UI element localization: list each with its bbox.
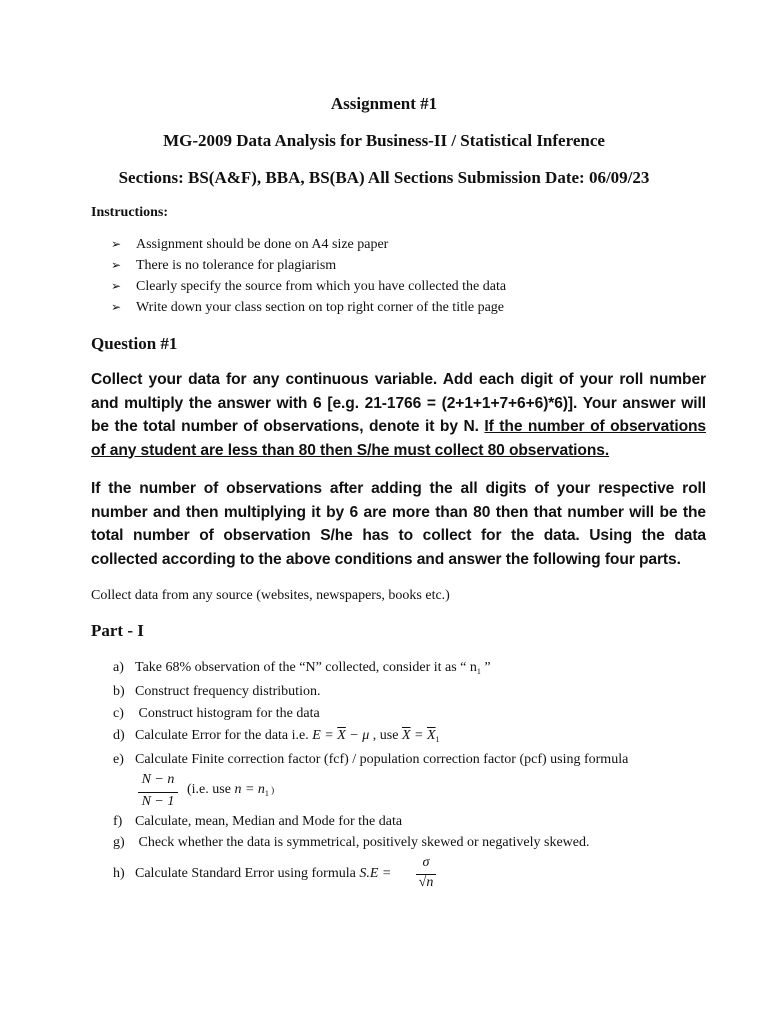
question-paragraph-2: If the number of observations after adding the all digits of your respective roll number and then multiplying it by 6 are more than 80 then that number will be the total number of observation S/he has to collect for the data. Using the data collected according to the above conditions and answer the following four parts. <box>91 480 706 568</box>
sections-line: Sections: BS(A&F), BBA, BS(BA) All Sections Submission Date: 06/09/23 <box>118 168 650 187</box>
sqrt-n-denominator: √n <box>418 875 434 890</box>
question-paragraph-1: Collect your data for any continuous variable. Add each digit of your roll number and multiply the answer with 6 [e.g. 21-1766 = (2+1+1+7+6+6)*6)]. Your answer will be the total number of observations, denote it by N. If the number of observations of any student are less than 80 then S/he must collect 80 observations. <box>91 371 706 459</box>
instruction-item: ➢ There is no tolerance for plagiarism <box>111 258 337 273</box>
part-item-f: f) Calculate, mean, Median and Mode for the data <box>113 814 403 829</box>
instructions-label: Instructions: <box>91 205 169 220</box>
underlined-requirement: If the number of observations of any student are less than 80 then S/he must collect 80 observations. <box>91 418 706 459</box>
part-item-c: c) Construct histogram for the data <box>113 706 320 721</box>
use-formula: $\overline{X} = \overline{X}_1$ <box>401 728 440 744</box>
arrow-bullet-icon: ➢ <box>111 300 122 314</box>
course-title: MG-2009 Data Analysis for Business-II / Statistical Inference <box>163 131 605 150</box>
part-item-a: a) Take 68% observation of the “N” collected, consider it as “ $n_1$ ” <box>113 660 491 676</box>
fcf-note: (i.e. use $n = n_1$ ) <box>187 782 275 798</box>
standard-error-lhs: S.E = <box>359 866 392 881</box>
correction-factor-fraction <box>137 772 179 812</box>
part-item-e: e) Calculate Finite correction factor (fcf) / population correction factor (pcf) using formula <box>113 752 629 767</box>
part-item-h: h) Calculate Standard Error using formula S.E = <box>113 866 392 881</box>
fraction-bar <box>138 792 178 793</box>
part-item-b: b) Construct frequency distribution. <box>113 684 321 699</box>
source-note: Collect data from any source (websites, newspapers, books etc.) <box>91 588 450 603</box>
part-heading: Part - I <box>91 621 144 640</box>
arrow-bullet-icon: ➢ <box>111 279 122 293</box>
arrow-bullet-icon: ➢ <box>111 258 122 272</box>
question-heading: Question #1 <box>91 334 178 353</box>
part-item-d: d) Calculate Error for the data i.e. $E = \overline{X} - \mu$ , use $\overline{X} = \overline{X}_1$ <box>113 728 440 744</box>
fraction-numerator: N − n <box>141 772 175 787</box>
instruction-item: ➢ Clearly specify the source from which you have collected the data <box>111 279 507 294</box>
arrow-bullet-icon: ➢ <box>111 237 122 251</box>
sigma-numerator: σ <box>422 855 430 870</box>
error-formula: $E = \overline{X} - \mu$ <box>312 728 370 743</box>
standard-error-fraction <box>414 855 438 895</box>
part-item-g: g) Check whether the data is symmetrical, positively skewed or negatively skewed. <box>113 835 590 850</box>
assignment-title: Assignment #1 <box>330 94 438 113</box>
instruction-item: ➢ Write down your class section on top right corner of the title page <box>111 300 504 315</box>
fraction-denominator: N − 1 <box>141 794 175 809</box>
instruction-item: ➢ Assignment should be done on A4 size paper <box>111 237 389 252</box>
